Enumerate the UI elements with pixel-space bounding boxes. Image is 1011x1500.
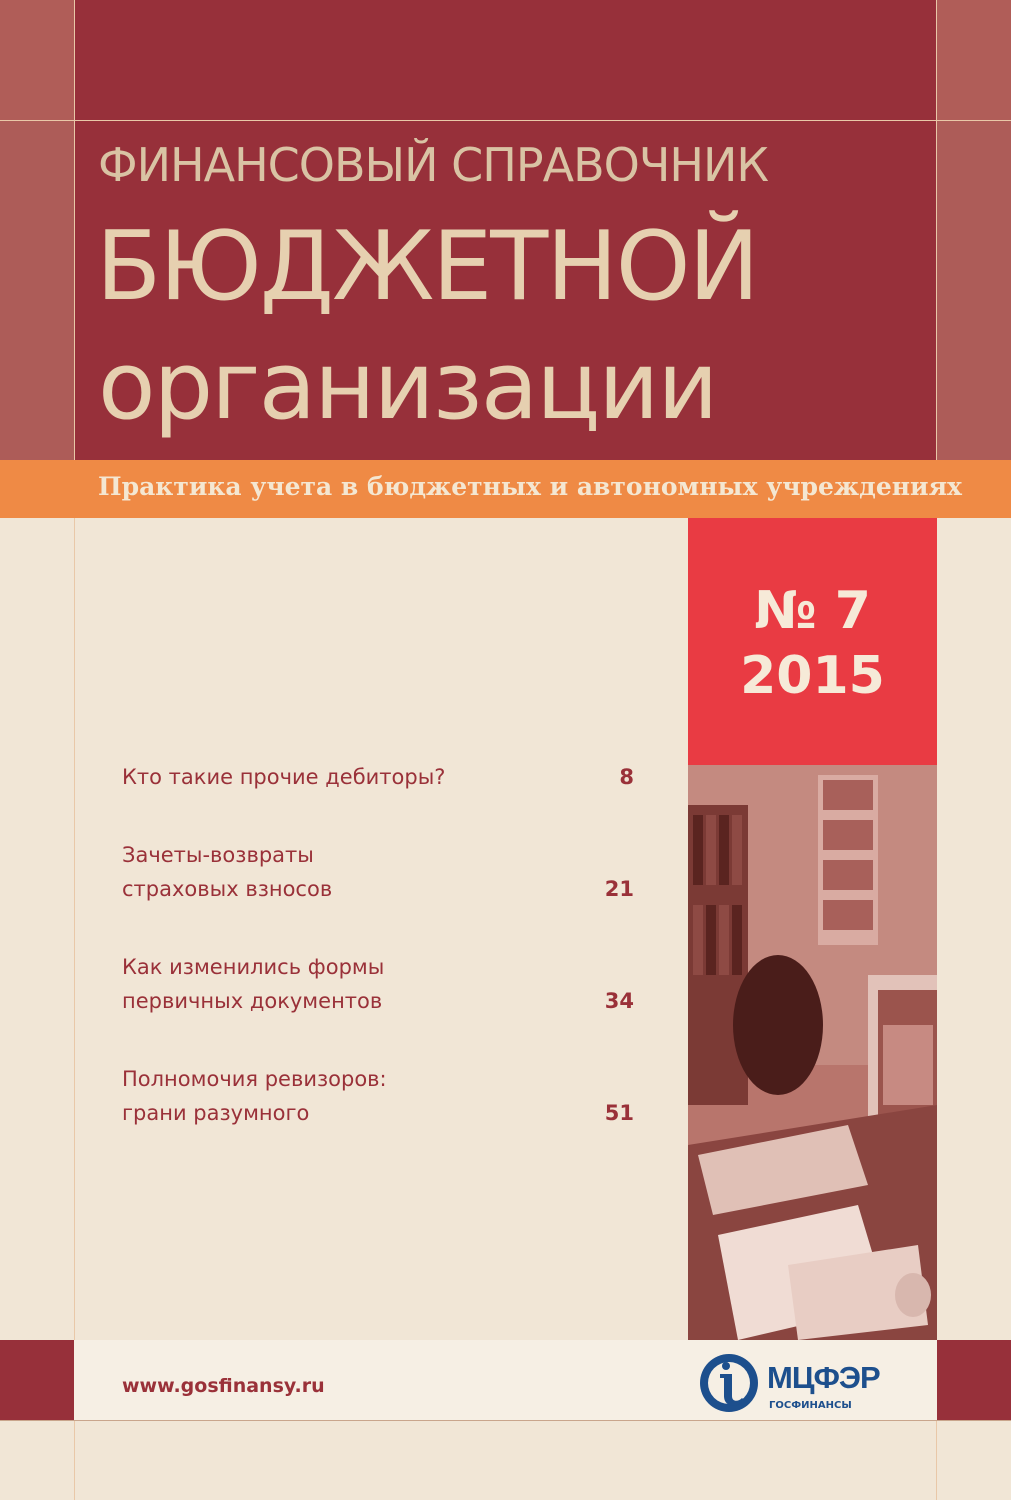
toc-item-page: 8 [619, 765, 634, 789]
toc-item[interactable] [122, 838, 642, 906]
toc-item-page: 21 [604, 877, 634, 901]
masthead-corner-right [937, 0, 1011, 120]
issue-number: № 7 [754, 581, 871, 641]
issue-year: 2015 [740, 646, 885, 706]
logo-name: МЦФЭР [767, 1360, 880, 1395]
issue-box [688, 518, 937, 765]
frame-line-top [0, 120, 1011, 121]
title-line-3: организации [98, 332, 717, 441]
office-scene-illustration [688, 765, 937, 1340]
frame-line-left [74, 0, 75, 1500]
title-line-2: БЮДЖЕТНОЙ [96, 212, 758, 322]
footer-right-block [937, 1340, 1011, 1420]
toc-item[interactable] [122, 760, 642, 794]
toc-item-title: Кто такие прочие дебиторы? [122, 765, 446, 789]
toc-item-page: 34 [604, 989, 634, 1013]
frame-line-bottom [0, 1420, 1011, 1421]
title-line-1: ФИНАНСОВЫЙ СПРАВОЧНИК [98, 138, 769, 192]
toc-item-page: 51 [604, 1101, 634, 1125]
cover-photo [688, 765, 937, 1340]
website-link[interactable]: www.gosfinansy.ru [122, 1375, 325, 1397]
subtitle: Практика учета в бюджетных и автономных учреждениях [98, 472, 962, 501]
footer-left-block [0, 1340, 74, 1420]
toc-item-title: Как изменились формы первичных документов [122, 955, 385, 1013]
toc-item[interactable] [122, 1062, 642, 1130]
toc-item-title: Зачеты-возвраты страховых взносов [122, 843, 333, 901]
toc-item[interactable] [122, 950, 642, 1018]
masthead-corner-left [0, 0, 74, 120]
toc-item-title: Полномочия ревизоров: грани разумного [122, 1067, 387, 1125]
mcfer-logo-icon [698, 1352, 760, 1414]
logo-subtitle: ГОСФИНАНСЫ [769, 1400, 852, 1411]
